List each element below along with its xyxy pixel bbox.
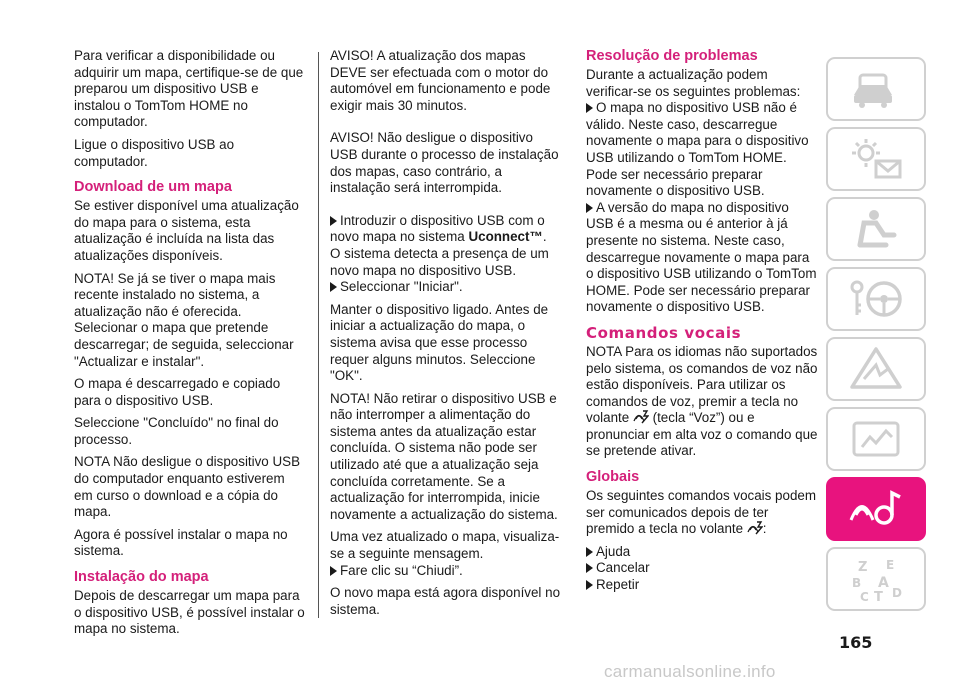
- paragraph: Seleccione "Concluído" no final do processo.: [74, 415, 279, 447]
- command-list: [586, 544, 818, 594]
- paragraph: NOTA! Não retirar o dispositivo USB e não interromper a alimentação do sistema antes da atualização estar concluída. O sistema não pode ser utilizado até que a atualização seja concluída corretamente. Se a actualização for interrompida, inicie novamente a actualização do sistema.: [330, 390, 558, 522]
- paragraph: Para verificar a disponibilidade ou adquirir um mapa, certifique-se de que preparou um dispositivo USB e instalou o TomTom HOME no computador.: [74, 48, 304, 130]
- warning-paragraph: AVISO! A atualização dos mapas DEVE ser efectuada com o motor do automóvel em funcionamento e pode exigir mais 30 minutos.: [330, 48, 551, 113]
- index-letter: T: [874, 590, 883, 603]
- arrow-bullet-icon: [586, 547, 593, 557]
- column-left: [74, 48, 306, 644]
- multimedia-icon: [846, 485, 906, 533]
- arrow-bullet-icon: [586, 580, 593, 590]
- warning-paragraph: AVISO! Não desligue o dispositivo USB durante o processo de instalação dos mapas, caso contrário, a instalação será interrompida.: [330, 130, 559, 196]
- step-item: O mapa no dispositivo USB não é válido. Neste caso, descarregue novamente o mapa para o dispositivo USB utilizando o TomTom HOME. Pode ser necessário preparar novamente o dispositivo USB.: [586, 100, 809, 199]
- list-item: Ajuda: [586, 544, 818, 561]
- chapter-sidebar: [826, 57, 928, 617]
- column-right: [586, 48, 818, 594]
- index-letters-icon: [846, 555, 906, 603]
- index-letter: E: [886, 558, 895, 572]
- index-letter: A: [878, 575, 889, 591]
- paragraph: Depois de descarregar um mapa para o dispositivo USB, é possível instalar o mapa no sistema.: [74, 588, 305, 637]
- tab-car-dashboard[interactable]: [826, 57, 926, 121]
- paragraph: Se estiver disponível uma atualização do mapa para o sistema, esta atualização é incluída na lista das atualizações disponíveis.: [74, 198, 299, 263]
- arrow-bullet-icon: [586, 203, 593, 213]
- paragraph: Ligue o dispositivo USB ao computador.: [74, 136, 235, 169]
- paragraph: NOTA! Se já se tiver o mapa mais recente instalado no sistema, a atualização não é oferecida. Selecionar o mapa que pretende descarregar; de seguida, seleccionar "Actualizar e instalar".: [74, 270, 294, 369]
- seat-airbag-icon: [846, 205, 906, 253]
- tab-lights-warning[interactable]: [826, 127, 926, 191]
- index-letter: C: [860, 590, 869, 603]
- paragraph: O sistema detecta a presença de um novo mapa no dispositivo USB.: [330, 245, 549, 278]
- breakdown-warning-icon: [846, 345, 906, 393]
- voice-button-icon: [633, 410, 649, 424]
- tab-maintenance[interactable]: [826, 407, 926, 471]
- heading-install: Instalação do mapa: [74, 569, 209, 586]
- column-divider: [318, 52, 319, 618]
- step-item: Seleccionar "Iniciar".: [330, 279, 562, 296]
- tab-breakdown-warning[interactable]: [826, 337, 926, 401]
- paragraph: Os seguintes comandos vocais podem ser comunicados depois de ter premido a tecla no volante :: [586, 488, 816, 537]
- tab-seat-airbag[interactable]: [826, 197, 926, 261]
- voice-button-icon: [747, 521, 763, 535]
- steering-key-icon: [846, 275, 906, 323]
- heading-download: Download de um mapa: [74, 179, 232, 196]
- index-letter: Z: [858, 560, 868, 575]
- arrow-bullet-icon: [330, 216, 337, 226]
- paragraph: Manter o dispositivo ligado. Antes de iniciar a actualização do mapa, o sistema avisa que esse processo requer alguns minutos. Seleccione "OK".: [330, 301, 549, 384]
- step-item: A versão do mapa no dispositivo USB é a mesma ou é anterior à já presente no sistema. Neste caso, descarregue novamente o mapa para o dispositivo USB utilizando o TomTom HOME. Pode ser necessário preparar novamente o dispositivo USB.: [586, 199, 817, 315]
- car-dashboard-icon: [846, 65, 906, 113]
- step-item: Fare clic su “Chiudi”.: [330, 563, 562, 580]
- list-item: Cancelar: [586, 560, 818, 577]
- arrow-bullet-icon: [330, 566, 337, 576]
- index-letter: B: [852, 576, 862, 590]
- paragraph: Uma vez atualizado o mapa, visualiza-se a seguinte mensagem.: [330, 529, 560, 562]
- paragraph: NOTA Não desligue o dispositivo USB do computador enquanto estiverem em curso o download e a cópia do mapa.: [74, 454, 301, 520]
- arrow-bullet-icon: [586, 563, 593, 573]
- paragraph: NOTA Para os idiomas não suportados pelo sistema, os comandos de voz não estão disponíveis. Para utilizar os comandos de voz, premir a tecla no volante (tecla “Voz”) ou e pronunciar em alta voz o comando que se pretende ativar.: [586, 343, 818, 459]
- paragraph: Agora é possível instalar o mapa no sistema.: [74, 526, 288, 559]
- footer-watermark: carmanualsonline.info: [604, 662, 776, 681]
- arrow-bullet-icon: [586, 103, 593, 113]
- index-letter: D: [892, 586, 902, 600]
- maintenance-icon: [846, 415, 906, 463]
- step-item: Introduzir o dispositivo USB com o novo mapa no sistema Uconnect™.: [330, 212, 547, 245]
- heading-global: Globais: [586, 469, 640, 486]
- list-item: Repetir: [586, 577, 818, 594]
- heading-voice-commands: Comandos vocais: [586, 323, 742, 342]
- paragraph: O novo mapa está agora disponível no sistema.: [330, 585, 561, 617]
- brand-name: Uconnect™: [468, 229, 543, 245]
- tab-index[interactable]: [826, 547, 926, 611]
- page-number: 165: [839, 633, 873, 652]
- paragraph: Durante a actualização podem verificar-se os seguintes problemas:: [586, 67, 801, 99]
- heading-problems: Resolução de problemas: [586, 48, 758, 64]
- column-middle: [330, 48, 562, 624]
- lights-warning-icon: [846, 135, 906, 183]
- paragraph: O mapa é descarregado e copiado para o dispositivo USB.: [74, 376, 281, 408]
- tab-steering-key[interactable]: [826, 267, 926, 331]
- tab-multimedia-active[interactable]: [826, 477, 926, 541]
- arrow-bullet-icon: [330, 282, 337, 292]
